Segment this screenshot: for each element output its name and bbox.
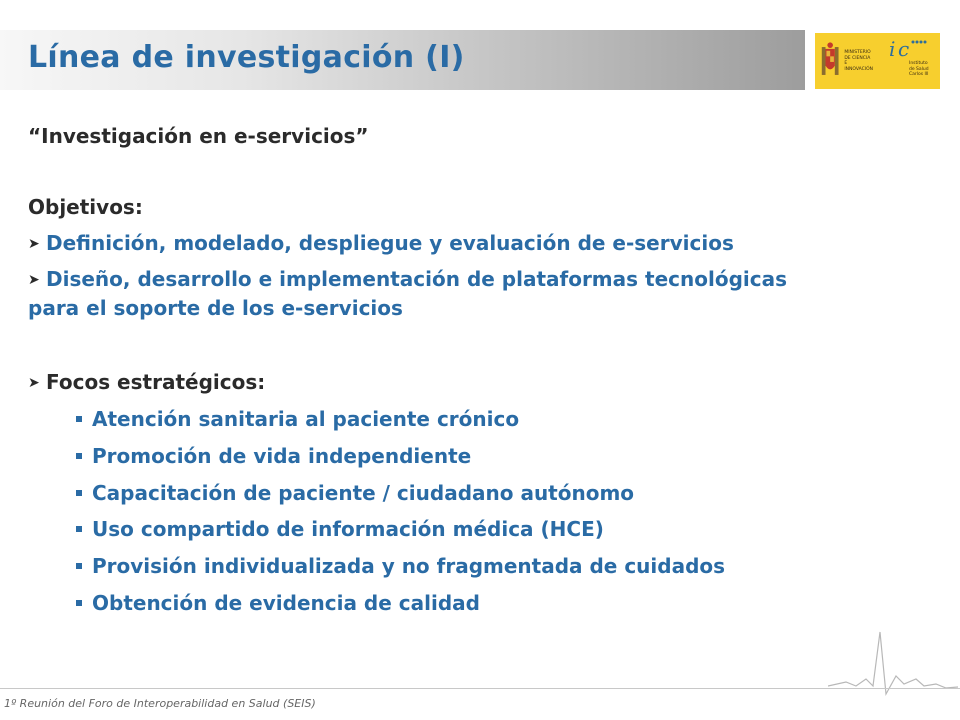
focus-heading [28, 370, 265, 394]
objective-text: Diseño, desarrollo e implementación de plataformas tecnológicas [46, 267, 787, 291]
focus-item [76, 407, 519, 431]
arrow-bullet-icon: ➤ [28, 236, 40, 252]
focus-item [76, 517, 604, 541]
svg-text:c: c [898, 37, 910, 61]
svg-text:i: i [889, 37, 896, 61]
square-bullet-icon [76, 416, 82, 422]
focus-label: Focos estratégicos [46, 370, 258, 394]
objective-item [28, 267, 787, 291]
focus-item-text: Capacitación de paciente / ciudadano autónomo [92, 481, 635, 505]
focus-item-text: Uso compartido de información médica (HCE) [92, 517, 604, 541]
footer-divider [0, 688, 960, 689]
square-bullet-icon [76, 600, 82, 606]
coat-of-arms-icon [819, 40, 841, 82]
objective-text: Definición, modelado, despliegue y evaluación de e-servicios [46, 231, 734, 255]
objective-item [28, 231, 734, 255]
footer-text: 1º Reunión del Foro de Interoperabilidad en Salud (SEIS) [4, 697, 316, 710]
focus-colon: : [257, 370, 266, 394]
focus-item-text: Obtención de evidencia de calidad [92, 591, 480, 615]
square-bullet-icon [76, 526, 82, 532]
institute-line-3: Carlos III [909, 72, 929, 77]
focus-item-text: Promoción de vida independiente [92, 444, 472, 468]
focus-item-text: Provisión individualizada y no fragmentada de cuidados [92, 554, 726, 578]
arrow-bullet-icon: ➤ [28, 272, 40, 288]
institute-line-2: de Salud [909, 66, 929, 72]
objective-text-continuation [28, 296, 403, 320]
ministry-line-1: MINISTERIO [844, 50, 871, 55]
ministry-institute-logo [815, 33, 940, 89]
square-bullet-icon [76, 490, 82, 496]
focus-item [76, 444, 471, 468]
square-bullet-icon [76, 453, 82, 459]
ministry-line-3: E INNOVACIÓN [844, 61, 874, 72]
objective-text: para el soporte de los e-servicios [28, 296, 403, 320]
institute-line-1: Instituto [909, 61, 928, 66]
ministry-line-2: DE CIENCIA [844, 55, 871, 61]
institute-logo [875, 33, 940, 89]
slide-subtitle: “Investigación en e-servicios” [28, 124, 369, 148]
arrow-bullet-icon: ➤ [28, 375, 40, 391]
objectives-label: Objetivos: [28, 195, 143, 219]
focus-item [76, 554, 725, 578]
slide-title: Línea de investigación (I) [28, 40, 465, 75]
focus-item [76, 591, 480, 615]
ministry-logo [815, 33, 875, 89]
isciii-icon [887, 37, 927, 61]
focus-item [76, 481, 634, 505]
focus-item-text: Atención sanitaria al paciente crónico [92, 407, 520, 431]
heartbeat-line-icon [828, 624, 958, 704]
square-bullet-icon [76, 563, 82, 569]
